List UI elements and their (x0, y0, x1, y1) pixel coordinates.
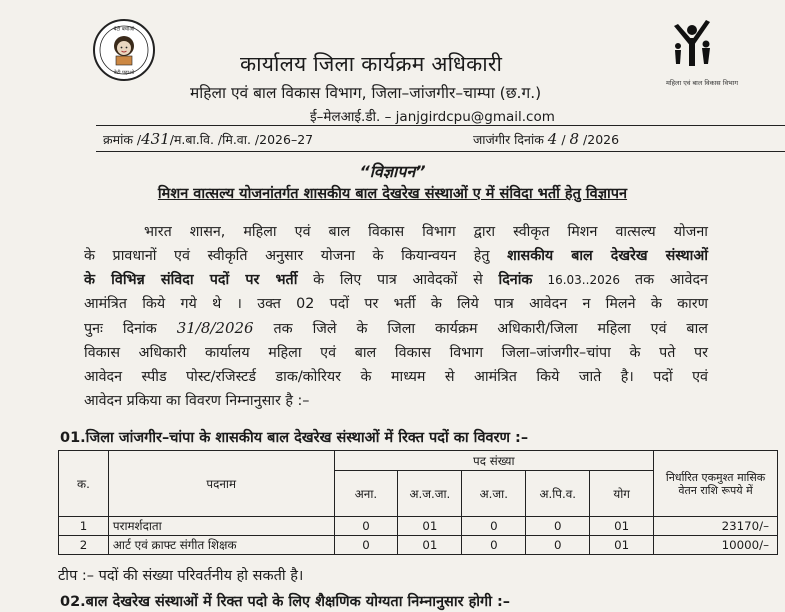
col-header-st: अ.ज.जा. (398, 471, 462, 517)
para-line: भारत शासन, महिला एवं बाल विकास विभाग द्वारा स्वीकृत मिशन वात्सल्य योजना (144, 224, 708, 240)
para-line: आवेदन स्पीड पोस्ट/रजिस्टर्ड डाक/कोरियर के माध्यम से आमंत्रित किये जाते है। पदों एवं (84, 369, 708, 385)
reference-date: जाजंगीर दिनांक 4 / 8 /2026 (473, 130, 620, 148)
col-header-salary: निर्धारित एकमुश्त मासिक वेतन राशि रूपये में (654, 451, 778, 517)
svg-text:बेटी पढ़ाओ: बेटी पढ़ाओ (113, 70, 135, 76)
col-header-sn: क. (59, 451, 109, 517)
cell-sc: 0 (462, 517, 526, 536)
date-day: 4 (547, 130, 558, 148)
col-header-sc: अ.जा. (462, 471, 526, 517)
office-title: कार्यालय जिला कार्यक्रम अधिकारी (240, 52, 503, 76)
date-month: 8 (569, 130, 580, 148)
beti-bachao-logo-icon (92, 18, 156, 82)
cell-sc: 0 (462, 536, 526, 555)
department-line: महिला एवं बाल विकास विभाग, जिला–जांजगीर–चाम्पा (छ.ग.) (190, 84, 542, 102)
section-2-title: 02.बाल देखरेख संस्थाओं में रिक्त पदो के लिए शैक्षणिक योग्यता निम्नानुसार होगी :– (60, 594, 511, 610)
email-line (310, 107, 555, 125)
header-divider-bottom (96, 151, 785, 152)
date-label: जाजंगीर दिनांक (473, 132, 544, 147)
body-paragraph (84, 220, 708, 413)
col-header-obc: अ.पि.व. (526, 471, 590, 517)
para-line: के प्रावधानों एवं स्वीकृति अनुसार योजना के कियान्वयन हेतु शासकीय बाल देखरेख संस्थाओं (84, 248, 708, 264)
col-header-total: योग (590, 471, 654, 517)
col-header-post: पदनाम (108, 451, 334, 517)
kramank-suffix: /म.बा.वि. /मि.वा. /2026–27 (169, 132, 314, 147)
section-1-title: 01.जिला जांजगीर–चांपा के शासकीय बाल देखरेख संस्थाओं में रिक्त पदों का विवरण :– (60, 430, 529, 446)
para-line: आवेदन प्रकिया का विवरण निम्नानुसार है :– (84, 393, 310, 409)
cell-sn: 2 (59, 536, 109, 555)
date-year: /2026 (583, 132, 620, 147)
email-value: janjgirdcpu@gmail.com (395, 109, 555, 125)
table-row (59, 536, 778, 555)
kramank-label: क्रमांक / (103, 132, 142, 147)
cell-total: 01 (590, 517, 654, 536)
vacancy-table (58, 450, 778, 555)
kramank-number: 431 (141, 130, 170, 148)
wcd-department-logo-icon (662, 18, 722, 78)
note-text: टीप :– पदों की संख्या परिवर्तनीय हो सकती है। (58, 568, 304, 584)
handwritten-date: 31/8/2026 (176, 319, 254, 337)
document-heading: मिशन वात्सल्य योजनांतर्गत शासकीय बाल देखरेख संस्थाओं ए में संविदा भर्ती हेतु विज्ञापन (157, 186, 628, 202)
reference-number (103, 130, 313, 148)
cell-obc: 0 (526, 536, 590, 555)
cell-post: आर्ट एवं क्राफ्ट संगीत शिक्षक (108, 536, 334, 555)
cell-sn: 1 (59, 517, 109, 536)
email-label: ई–मेलआई.डी. – (310, 109, 392, 125)
cell-st: 01 (398, 536, 462, 555)
table-row (59, 517, 778, 536)
header-divider-top (96, 125, 785, 126)
wcd-logo-caption: महिला एवं बाल विकास विभाग (666, 79, 738, 87)
col-header-unreserved: अना. (334, 471, 398, 517)
cell-obc: 0 (526, 517, 590, 536)
cell-salary: 23170/– (654, 517, 778, 536)
cell-st: 01 (398, 517, 462, 536)
para-line: के विभिन्न संविदा पदों पर भर्ती के लिए पात्र आवेदकों से दिनांक 16.03..2026 तक आवेदन (84, 272, 708, 288)
cell-unreserved: 0 (334, 536, 398, 555)
svg-text:बेटी बचाओ: बेटी बचाओ (113, 26, 135, 33)
para-line: आमंत्रित किये गये थे । उक्त 02 पदों पर भर्ती के लिये पात्र आवेदन न मिलने के कारण (84, 296, 708, 312)
cell-unreserved: 0 (334, 517, 398, 536)
col-header-group: पद संख्या (334, 451, 654, 471)
para-line: विकास अधिकारी कार्यालय महिला एवं बाल विकास विभाग जिला–जांजगीर–चांपा के पते पर (84, 345, 708, 361)
para-line: पुनः दिनांक 31/8/2026 तक जिले के जिला कार्यक्रम अधिकारी/जिला महिला एवं बाल (84, 319, 708, 337)
cell-post: परामर्शदाता (108, 517, 334, 536)
document-title: “विज्ञापन” (359, 162, 426, 181)
cell-salary: 10000/– (654, 536, 778, 555)
cell-total: 01 (590, 536, 654, 555)
